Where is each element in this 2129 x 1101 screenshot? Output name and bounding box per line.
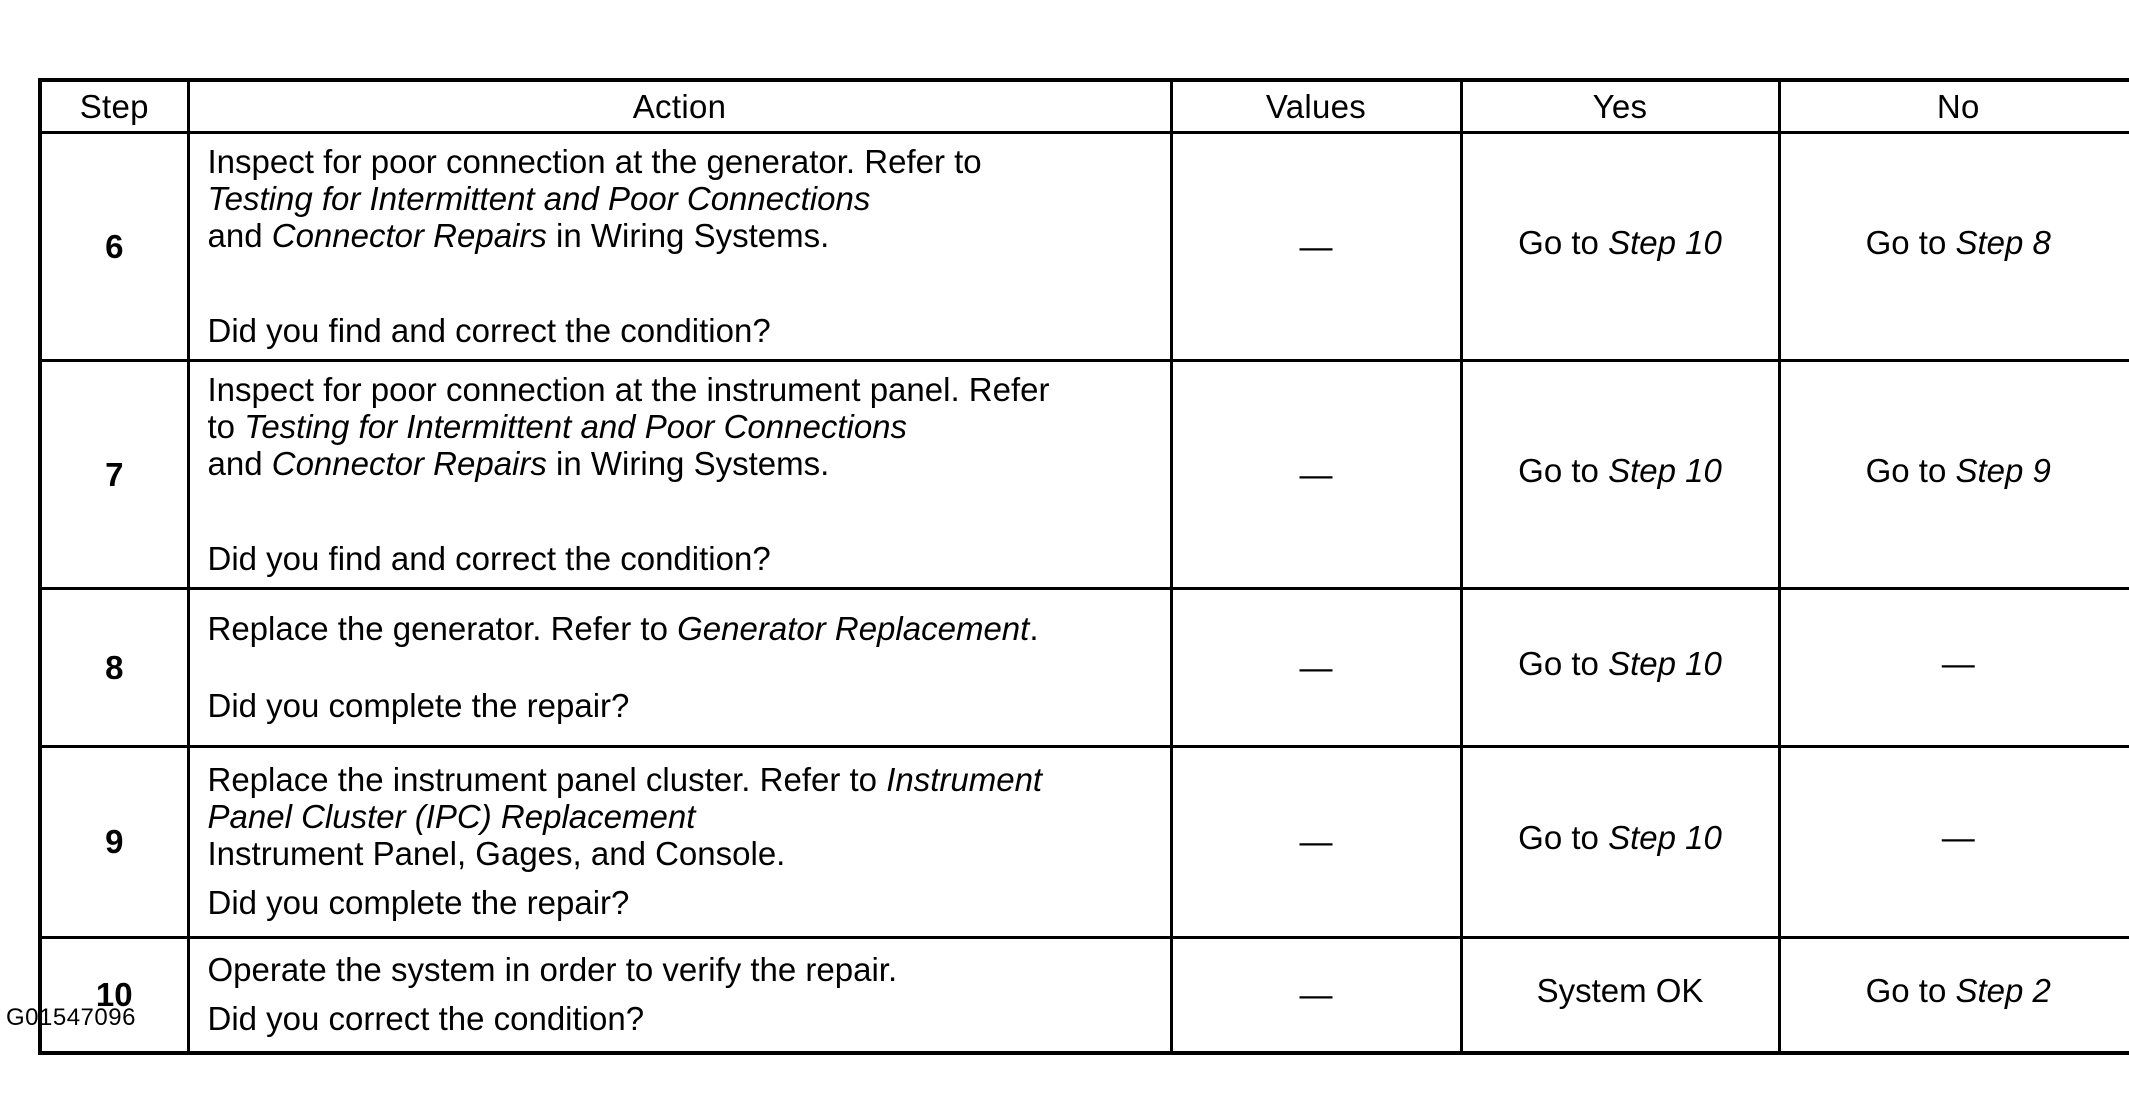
reference-link[interactable]: Instrument (886, 761, 1043, 798)
action-cell (188, 938, 1171, 1054)
step-number: 10 (40, 938, 188, 1054)
step-number: 8 (40, 589, 188, 747)
reference-link[interactable]: Connector Repairs (271, 216, 547, 254)
no-prefix: Go to (1865, 223, 1947, 261)
action-text: and (207, 444, 263, 482)
action-instruction: Operate the system in order to verify the repair. (207, 951, 898, 988)
step-link[interactable]: Step 10 (1608, 644, 1722, 682)
header-no: No (1779, 80, 2129, 133)
no-cell (1779, 361, 2129, 589)
action-text: Inspect for poor connection at the instrument panel. Refer (207, 370, 1050, 408)
values-cell: — (1171, 938, 1461, 1054)
header-yes: Yes (1461, 80, 1779, 133)
table-row (40, 133, 2129, 361)
header-row (40, 80, 2129, 133)
no-cell (1779, 938, 2129, 1054)
action-text: and (207, 216, 263, 254)
spacer (208, 872, 1156, 884)
step-link[interactable]: Step 10 (1608, 451, 1722, 489)
step-link[interactable]: Step 9 (1955, 451, 2051, 489)
no-prefix: Go to (1865, 972, 1947, 1009)
action-text: in Wiring Systems. (556, 444, 830, 482)
action-instruction (208, 143, 1156, 254)
header-action: Action (188, 80, 1171, 133)
yes-prefix: Go to (1518, 451, 1599, 489)
reference-link[interactable]: Connector Repairs (271, 444, 547, 482)
diagnostic-table (38, 78, 2129, 1055)
spacer (208, 482, 1156, 540)
action-cell (188, 589, 1171, 747)
reference-link[interactable]: Testing for Intermittent and Poor Connections (244, 407, 908, 445)
action-text: Replace the instrument panel cluster. Refer to (207, 761, 878, 798)
action-question: Did you find and correct the condition? (207, 539, 771, 577)
table-row (40, 938, 2129, 1054)
action-text: to (207, 407, 236, 445)
step-link[interactable]: Step 10 (1608, 819, 1722, 856)
step-number: 6 (40, 133, 188, 361)
action-cell (188, 747, 1171, 938)
values-cell: — (1171, 747, 1461, 938)
action-text: . (1029, 609, 1039, 647)
reference-link[interactable]: Panel Cluster (IPC) Replacement (207, 798, 696, 835)
no-cell (1779, 133, 2129, 361)
action-question: Did you correct the condition? (207, 1000, 645, 1037)
action-question: Did you complete the repair? (207, 686, 630, 724)
spacer (208, 988, 1156, 1000)
action-instruction (208, 761, 1156, 872)
spacer (208, 647, 1156, 687)
action-question: Did you find and correct the condition? (207, 311, 771, 349)
no-prefix: Go to (1865, 451, 1947, 489)
step-link[interactable]: Step 10 (1608, 223, 1722, 261)
action-text: in Wiring Systems. (556, 216, 830, 254)
table-row (40, 589, 2129, 747)
values-cell: — (1171, 589, 1461, 747)
values-cell: — (1171, 133, 1461, 361)
action-instruction (208, 610, 1156, 647)
step-link[interactable]: Step 2 (1955, 972, 2051, 1009)
step-link[interactable]: Step 8 (1955, 223, 2051, 261)
yes-cell (1461, 747, 1779, 938)
action-text: Replace the generator. Refer to (207, 609, 668, 647)
table-row (40, 361, 2129, 589)
yes-cell (1461, 133, 1779, 361)
figure-id: G01547096 (6, 1004, 136, 1031)
action-instruction (208, 371, 1156, 482)
yes-cell (1461, 361, 1779, 589)
action-text: Instrument Panel, Gages, and Console. (207, 835, 786, 872)
table-row (40, 747, 2129, 938)
header-values: Values (1171, 80, 1461, 133)
action-cell (188, 361, 1171, 589)
step-number: 9 (40, 747, 188, 938)
yes-prefix: Go to (1518, 819, 1599, 856)
spacer (208, 254, 1156, 312)
step-number: 7 (40, 361, 188, 589)
action-text: Inspect for poor connection at the generator. Refer to (207, 142, 982, 180)
reference-link[interactable]: Generator Replacement (677, 609, 1030, 647)
action-question: Did you complete the repair? (207, 884, 630, 921)
yes-prefix: Go to (1518, 223, 1599, 261)
header-step: Step (40, 80, 188, 133)
action-cell (188, 133, 1171, 361)
no-cell: — (1779, 747, 2129, 938)
diagnostic-table-container (38, 78, 2129, 1055)
reference-link[interactable]: Testing for Intermittent and Poor Connections (207, 179, 871, 217)
no-cell: — (1779, 589, 2129, 747)
values-cell: — (1171, 361, 1461, 589)
yes-cell (1461, 589, 1779, 747)
yes-cell: System OK (1461, 938, 1779, 1054)
yes-prefix: Go to (1518, 644, 1599, 682)
